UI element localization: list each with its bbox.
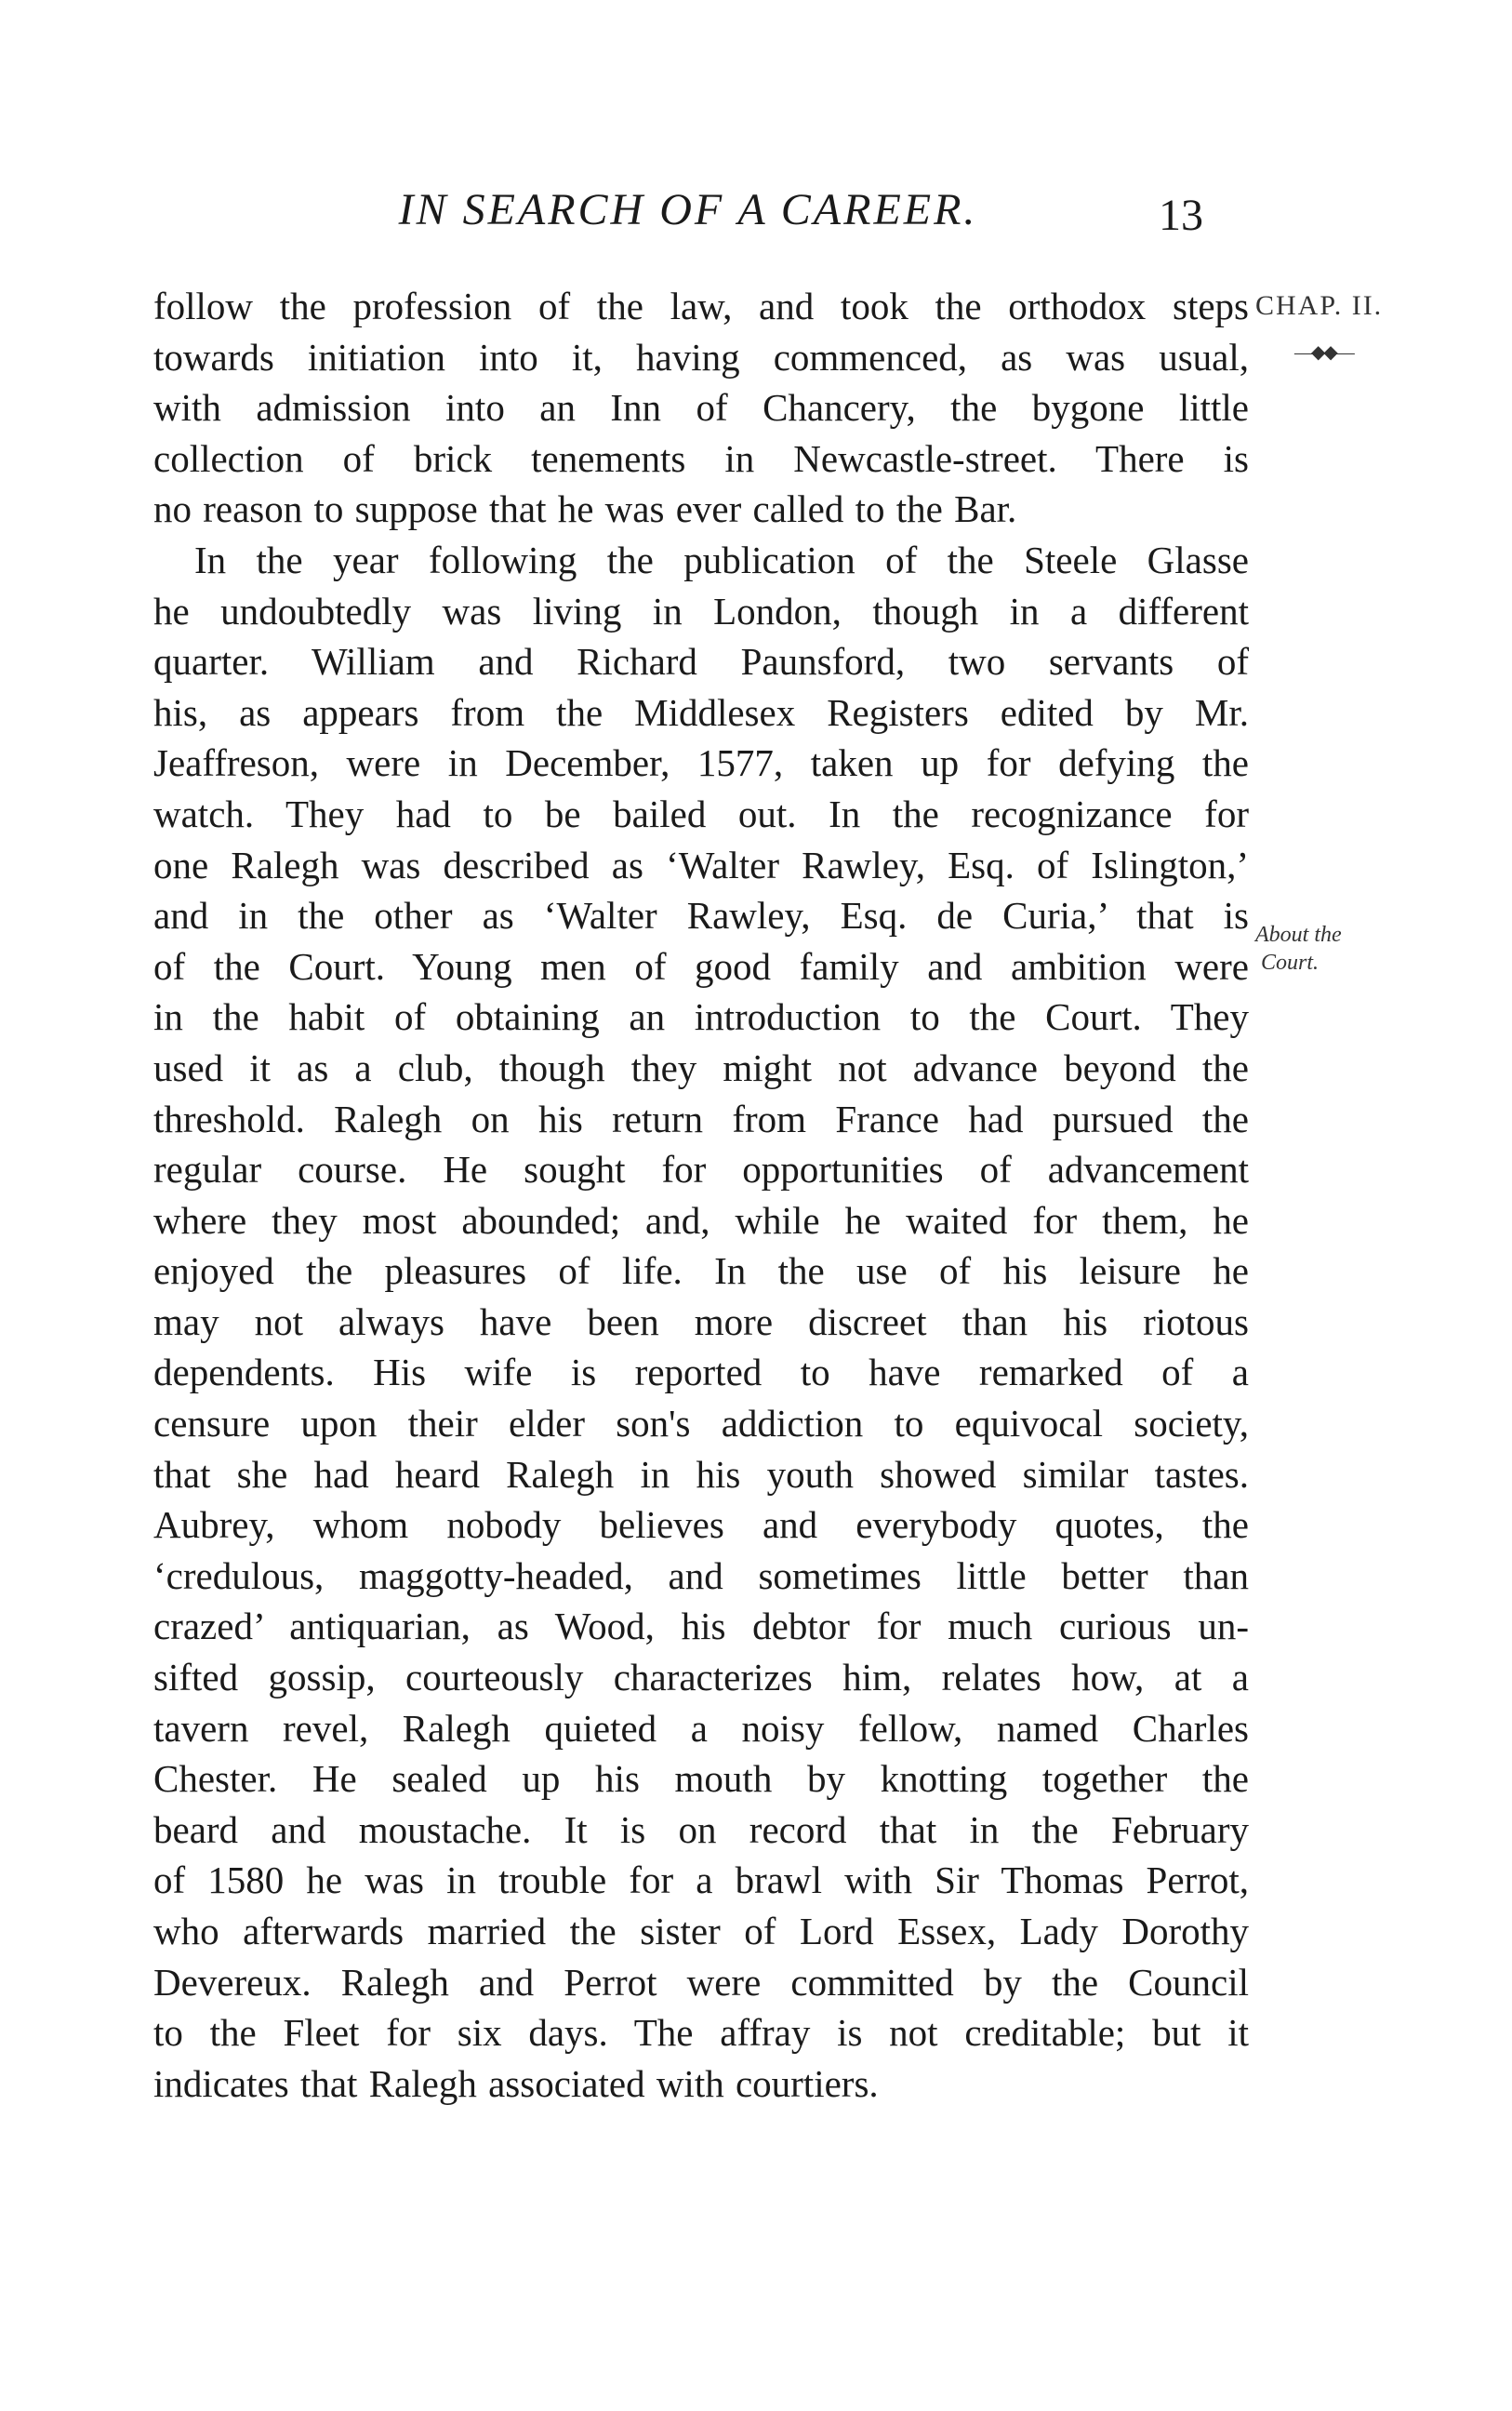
text-line: follow the profession of the law, and took the orthodox steps xyxy=(153,285,1249,327)
text-line: threshold. Ralegh on his return from France had pursued the xyxy=(153,1097,1249,1140)
text-line: crazed’ antiquarian, as Wood, his debtor for much curious un- xyxy=(153,1605,1249,1648)
text-line: in the habit of obtaining an introduction to the Court. They xyxy=(153,995,1249,1039)
text-line: ‘credulous, maggotty-headed, and sometimes little better than xyxy=(153,1553,1249,1597)
chapter-marker: CHAP. II. xyxy=(1255,290,1384,321)
text-line: used it as a club, though they might not advance beyond the xyxy=(153,1046,1249,1089)
text-line: indicates that Ralegh associated with courtiers. xyxy=(153,2061,879,2105)
text-line: collection of brick tenements in Newcastle-street. There is xyxy=(153,436,1249,480)
text-line: sifted gossip, courteously characterizes him, relates how, at a xyxy=(153,1656,1249,1699)
text-line: towards initiation into it, having commenced, as was usual, xyxy=(153,335,1249,379)
text-line: In the year following the publication of the Steele Glasse xyxy=(194,538,1249,581)
text-line: tavern revel, Ralegh quieted a noisy fellow, named Charles xyxy=(153,1706,1249,1750)
ornament-divider: —◆◆— xyxy=(1294,342,1353,363)
text-line: Devereux. Ralegh and Perrot were committed by the Council xyxy=(153,1960,1249,2004)
text-line: to the Fleet for six days. The affray is not creditable; but it xyxy=(153,2011,1249,2055)
text-line: of 1580 he was in trouble for a brawl with Sir Thomas Perrot, xyxy=(153,1858,1249,1902)
text-line: his, as appears from the Middlesex Registers edited by Mr. xyxy=(153,690,1249,734)
text-line: may not always have been more discreet than his riotous xyxy=(153,1299,1249,1343)
margin-note xyxy=(1255,921,1342,977)
text-line: no reason to suppose that he was ever called to the Bar. xyxy=(153,487,1017,531)
text-line: that she had heard Ralegh in his youth showed similar tastes. xyxy=(153,1452,1249,1496)
text-line: regular course. He sought for opportunities of advancement xyxy=(153,1148,1249,1192)
text-line: one Ralegh was described as ‘Walter Rawley, Esq. of Islington,’ xyxy=(153,843,1249,886)
page-number: 13 xyxy=(1159,191,1203,240)
text-line: beard and moustache. It is on record that in the February xyxy=(153,1807,1249,1851)
running-title: IN SEARCH OF A CAREER. xyxy=(398,185,978,234)
text-line: and in the other as ‘Walter Rawley, Esq. de Curia,’ that is xyxy=(153,894,1249,938)
text-line: watch. They had to be bailed out. In the recognizance for xyxy=(153,792,1249,835)
margin-note-line: About the xyxy=(1255,923,1342,947)
text-line: he undoubtedly was living in London, though in a different xyxy=(153,589,1249,633)
text-line: quarter. William and Richard Paunsford, two servants of xyxy=(153,640,1249,684)
margin-note-line: Court. xyxy=(1261,951,1320,975)
text-line: enjoyed the pleasures of life. In the use of his leisure he xyxy=(153,1249,1249,1293)
text-line: with admission into an Inn of Chancery, the bygone little xyxy=(153,386,1249,430)
text-line: who afterwards married the sister of Lord Essex, Lady Dorothy xyxy=(153,1910,1249,1952)
body-text xyxy=(153,281,1249,2109)
text-line: Aubrey, whom nobody believes and everybody quotes, the xyxy=(153,1503,1249,1547)
text-line: where they most abounded; and, while he waited for them, he xyxy=(153,1198,1249,1242)
text-line: censure upon their elder son's addiction to equivocal society, xyxy=(153,1402,1249,1445)
text-line: Chester. He sealed up his mouth by knotting together the xyxy=(153,1757,1249,1801)
page-header xyxy=(0,184,1512,249)
text-line: of the Court. Young men of good family and ambition were xyxy=(153,944,1249,988)
text-line: dependents. His wife is reported to have remarked of a xyxy=(153,1351,1249,1394)
text-line: Jeaffreson, were in December, 1577, taken up for defying the xyxy=(153,741,1249,785)
